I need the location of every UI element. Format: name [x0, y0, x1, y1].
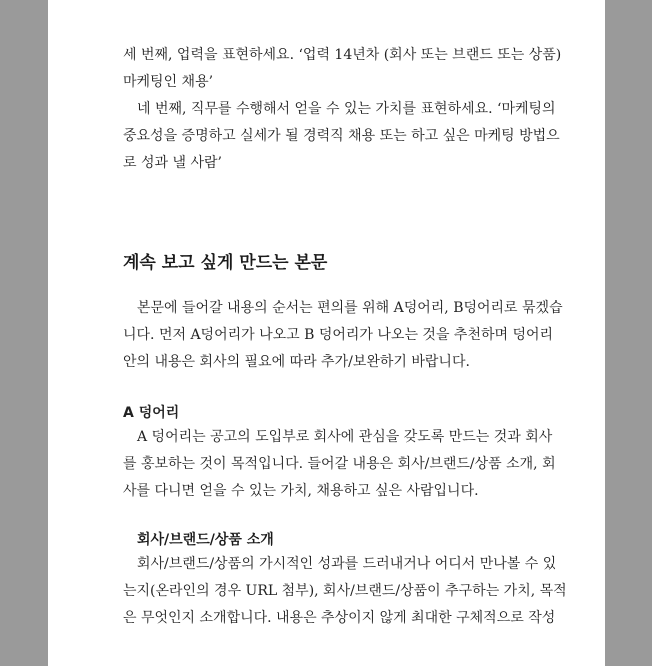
- text-line: 는지(온라인의 경우 URL 첨부), 회사/브랜드/상품이 추구하는 가치, 목적: [123, 583, 567, 599]
- paragraph-company-intro: [123, 551, 581, 632]
- text-line: 안의 내용은 회사의 필요에 따라 추가/보완하기 바랍니다.: [123, 354, 470, 370]
- paragraph-fourth-point: [123, 96, 581, 177]
- subsection-title-company: 회사/브랜드/상품 소개: [137, 532, 274, 548]
- document-page: [48, 0, 605, 666]
- text-line: 네 번째, 직무를 수행해서 얻을 수 있는 가치를 표현하세요. ‘마케팅의: [137, 101, 556, 117]
- text-line: 로 성과 낼 사람’: [123, 155, 222, 171]
- text-line: 마케팅인 채용’: [123, 74, 214, 90]
- text-line: 니다. 먼저 A덩어리가 나오고 B 덩어리가 나오는 것을 추천하며 덩어리: [123, 327, 554, 343]
- subsection-title-a: A 덩어리: [123, 405, 180, 421]
- paragraph-body-intro: [123, 295, 581, 376]
- text-line: 를 홍보하는 것이 목적입니다. 들어갈 내용은 회사/브랜드/상품 소개, 회: [123, 456, 556, 472]
- text-line: 본문에 들어갈 내용의 순서는 편의를 위해 A덩어리, B덩어리로 묶겠습: [137, 300, 563, 316]
- paragraph-third-point: [123, 42, 581, 96]
- text-line: 회사/브랜드/상품의 가시적인 성과를 드러내거나 어디서 만나볼 수 있: [137, 556, 557, 572]
- text-line: 사를 다니면 얻을 수 있는 가치, 채용하고 싶은 사람입니다.: [123, 483, 479, 499]
- text-line: A 덩어리는 공고의 도입부로 회사에 관심을 갖도록 만드는 것과 회사: [137, 429, 553, 445]
- section-title: 계속 보고 싶게 만드는 본문: [123, 253, 328, 273]
- text-line: 은 무엇인지 소개합니다. 내용은 추상이지 않게 최대한 구체적으로 작성: [123, 610, 556, 626]
- text-line: 세 번째, 업력을 표현하세요. ‘업력 14년차 (회사 또는 브랜드 또는 상품): [123, 47, 562, 63]
- text-line: 중요성을 증명하고 실세가 될 경력직 채용 또는 하고 싶은 마케팅 방법으: [123, 128, 560, 144]
- paragraph-chunk-a: [123, 424, 581, 505]
